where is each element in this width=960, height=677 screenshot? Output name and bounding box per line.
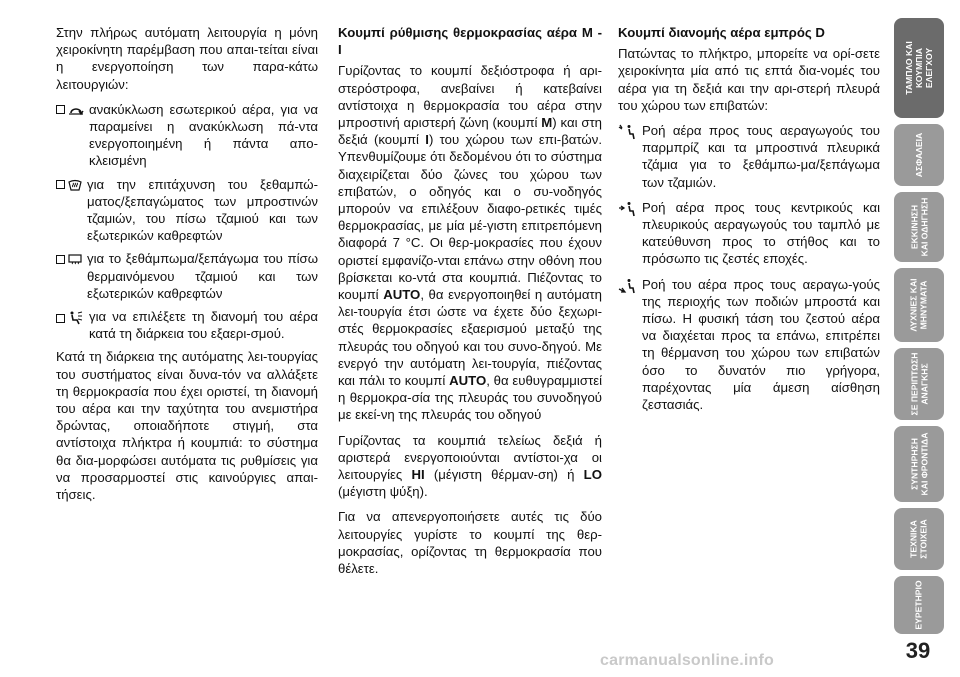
airflow-feet-icon bbox=[618, 276, 642, 294]
bullet-recirculation: ανακύκλωση εσωτερικού αέρα, για να παραμείνει η ανακύκλωση πά-ντα ενεργοποιημένη ή πάντα απο-κλεισμένη bbox=[56, 101, 318, 170]
tab-maintenance[interactable]: ΣΥΝΤΗΡΗΣΗ ΚΑΙ ΦΡΟΝΤΙΔΑ bbox=[894, 426, 944, 502]
recirculation-icon bbox=[68, 104, 84, 116]
chapter-sidebar bbox=[894, 0, 944, 640]
checkbox-marker bbox=[56, 314, 65, 323]
airflow-item-feet: Ροή του αέρα προς τους αεραγω-γούς της περιοχής των ποδιών μπροστά και πίσω. Η φυσική τάση του ζεστού αέρα να διαχέεται προς τα επάνω, επιτρέπει τη θέρμανση του χώρου των επιβατών όσο το δυνατόν πιο γρήγορα, παρέχοντας μία άμεση αίσθηση ζεστασιάς. bbox=[618, 276, 880, 414]
tab-safety[interactable]: ΑΣΦΑΛΕΙΑ bbox=[894, 124, 944, 186]
checkbox-marker bbox=[56, 255, 65, 264]
column-1 bbox=[56, 24, 318, 511]
bullet-windscreen-defrost: για την επιτάχυνση του ξεθαμπώ-ματος/ξεπαγώματος των μπροστινών τζαμιών, του πίσω τζαμιού και των εξωτερικών καθρεφτών bbox=[56, 176, 318, 245]
tab-dashboard-controls[interactable]: ΤΑΜΠΛΟ ΚΑΙ ΚΟΥΜΠΙΑ ΕΛΕΓΧΟΥ bbox=[894, 18, 944, 118]
tab-warning-lights[interactable]: ΛΥΧΝΙΕΣ ΚΑΙ ΜΗΝΥΜΑΤΑ bbox=[894, 268, 944, 342]
auto-mode-paragraph: Κατά τη διάρκεια της αυτόματης λει-τουργίας του συστήματος είναι δυνα-τόν να αλλάξετε τη θερμοκρασία που έχει οριστεί, τη διανομή του αέρα και την ταχύτητα του ανεμιστήρα δρώντας, οποιαδήποτε στιγμή, στα αντίστοιχα πλήκτρα ή κουμπιά: το σύστημα θα δια-μορφώσει αυτόματα τις ρυθμίσεις για να προσαρμοστεί στις καινούργιες απαι-τήσεις. bbox=[56, 349, 318, 503]
airflow-face-icon bbox=[618, 199, 642, 217]
watermark: carmanualsonline.info bbox=[600, 652, 775, 669]
rear-window-defrost-icon bbox=[68, 253, 82, 265]
air-distribution-intro: Πατώντας το πλήκτρο, μπορείτε να ορί-σετε χειροκίνητα μία από τις επτά δια-νομές του αέρα για τη δεξιά και την αρι-στερή πλευρά του χώρου των επιβατών: bbox=[618, 46, 880, 113]
bullet-air-distribution: για να επιλέξετε τη διανομή του αέρα κατά τη διάρκεια του εξαερι-σμού. bbox=[56, 308, 318, 342]
airflow-windscreen-icon bbox=[618, 122, 642, 140]
column-2 bbox=[338, 24, 602, 585]
air-distribution-icon bbox=[68, 311, 84, 325]
airflow-item-face: Ροή αέρα προς τους κεντρικούς και πλευρικούς αεραγωγούς του ταμπλό με κατεύθυνση προς το στήθος και το πρόσωπο τις ζεστές εποχές. bbox=[618, 199, 880, 268]
tab-starting-driving[interactable]: ΕΚΚΙΝΗΣΗ ΚΑΙ ΟΔΗΓΗΣΗ bbox=[894, 192, 944, 262]
auto-mode-intro: Στην πλήρως αυτόματη λειτουργία η μόνη χειροκίνητη παρέμβαση που απαι-τείται είναι η ενεργοποίηση των παρα-κάτω λειτουργιών: bbox=[56, 25, 318, 92]
checkbox-marker bbox=[56, 180, 65, 189]
tab-index[interactable]: ΕΥΡΕΤΗΡΙΟ bbox=[894, 576, 944, 634]
column-3 bbox=[618, 24, 880, 421]
air-distribution-heading: Κουμπί διανομής αέρα εμπρός D bbox=[618, 25, 825, 40]
airflow-item-windscreen: Ροή αέρα προς τους αεραγωγούς του παρμπρίζ και τα μπροστινά πλευρικά τζάμια για το ξεθάμπω-μα/ξεπάγωμα των τζαμιών. bbox=[618, 122, 880, 191]
page-number: 39 bbox=[905, 638, 931, 663]
tab-emergency[interactable]: ΣΕ ΠΕΡΙΠΤΩΣΗ ΑΝΑΓΚΗΣ bbox=[894, 348, 944, 420]
temperature-paragraph-1: Γυρίζοντας το κουμπί δεξιόστροφα ή αρι-στερόστροφα, ανεβαίνει ή κατεβαίνει αντίστοιχα η θερμοκρασία του αέρα στην μπροστινή αριστερή ζώνη (κουμπί M) και στη δεξιά (κουμπί I) του χώρου των επι-βατών. Υπενθυμίζουμε ότι δεδομένου ότι το σύστημα διαχειρίζεται δύο ζώνες του χώρου των επιβατών, ο οδηγός και ο συ-νοδηγός μπορούν να επιλέξουν διαφο-ρετικές τιμές θερμοκρασίας, με μία μέ-γιστη επιτρεπόμενη διαφορά 7 °C. Οι θερ-μοκρασίες που έχουν οριστεί εμφανίζο-νται επάνω στην οθόνη που βρίσκεται κο-ντά στα κουμπιά. Πιέζοντας το κουμπί AUTO, θα ενεργοποιηθεί η αυτόματη λει-τουργία έτσι ώστε να έχετε δύο ξεχωρι-στές θερμοκρασίες εξαερισμού μεταξύ της πλευράς του οδηγού και του συνο-δηγού. Με ενεργό την αυτόματη λει-τουργία, πιέζοντας και πάλι το κουμπί AUTO, θα ευθυγραμμιστεί η θερμοκρα-σία της πλευράς του συνοδηγού με εκεί-νη της πλευράς του οδηγού bbox=[338, 63, 602, 423]
temperature-knob-heading: Κουμπί ρύθμισης θερμοκρασίας αέρα M - I bbox=[338, 25, 602, 58]
bullet-rear-window-defrost: για το ξεθάμπωμα/ξεπάγωμα του πίσω θερμαινόμενου τζαμιού και των εξωτερικών καθρεφτών bbox=[56, 250, 318, 302]
tab-technical-data[interactable]: ΤΕΧΝΙΚΑ ΣΤΟΙΧΕΙΑ bbox=[894, 508, 944, 570]
checkbox-marker bbox=[56, 105, 65, 114]
temperature-paragraph-2: Γυρίζοντας τα κουμπιά τελείως δεξιά ή αριστερά ενεργοποιούνται αντίστοι-χα οι λειτουργίες HI (μέγιστη θέρμαν-ση) ή LO (μέγιστη ψύξη). bbox=[338, 432, 602, 500]
temperature-paragraph-3: Για να απενεργοποιήσετε αυτές τις δύο λειτουργίες γυρίστε το κουμπί της θερ-μοκρασίας, ορίζοντας τη θερμοκρασία που θέλετε. bbox=[338, 509, 602, 577]
windscreen-defrost-icon bbox=[68, 179, 82, 191]
